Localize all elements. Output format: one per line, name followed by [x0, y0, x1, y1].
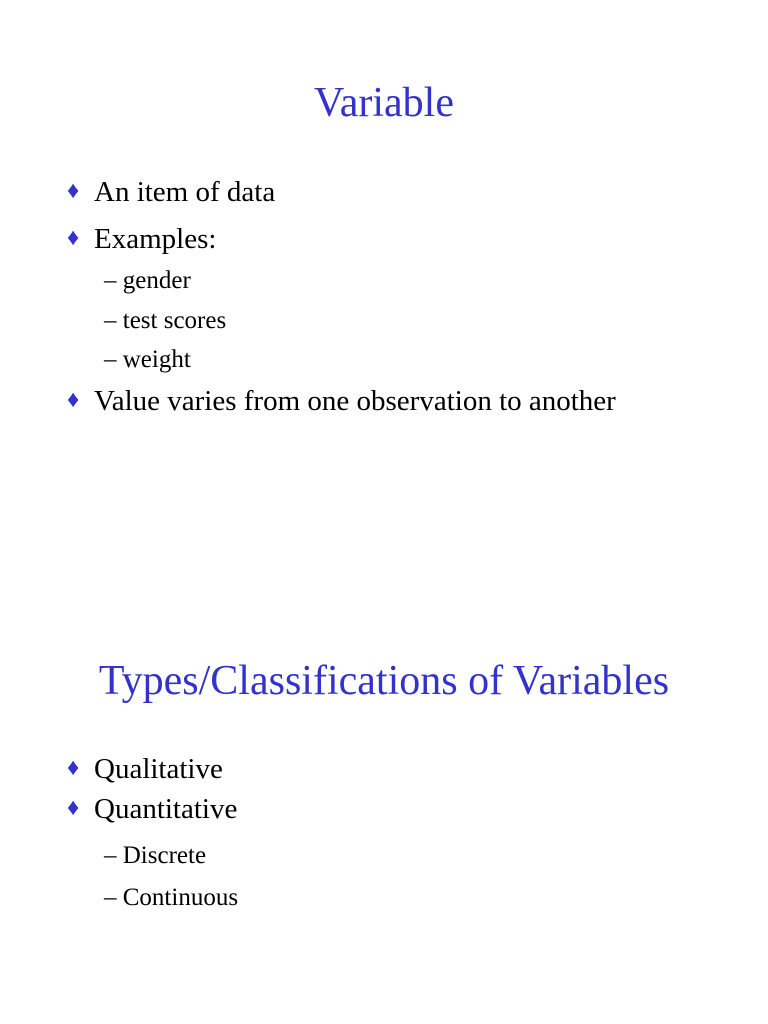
sub-item: – Continuous — [104, 884, 239, 911]
sub-item: – Discrete — [104, 842, 207, 869]
bullet-text: Qualitative — [94, 753, 223, 785]
sub-item: – weight — [104, 346, 191, 373]
bullet-text: Value varies from one observation to another — [94, 385, 616, 417]
slide-title-variable: Variable — [314, 80, 454, 126]
bullet-text: Examples: — [94, 223, 217, 255]
sub-item: – test scores — [104, 307, 227, 334]
diamond-icon: ♦ — [67, 387, 80, 413]
bullet-text: An item of data — [94, 176, 276, 208]
slide-title-types: Types/Classifications of Variables — [98, 658, 670, 704]
diamond-icon: ♦ — [67, 225, 80, 251]
diamond-icon: ♦ — [67, 178, 80, 204]
bullet-text: Quantitative — [94, 793, 238, 825]
sub-item: – gender — [104, 267, 191, 294]
diamond-icon: ♦ — [67, 795, 80, 821]
diamond-icon: ♦ — [67, 755, 80, 781]
